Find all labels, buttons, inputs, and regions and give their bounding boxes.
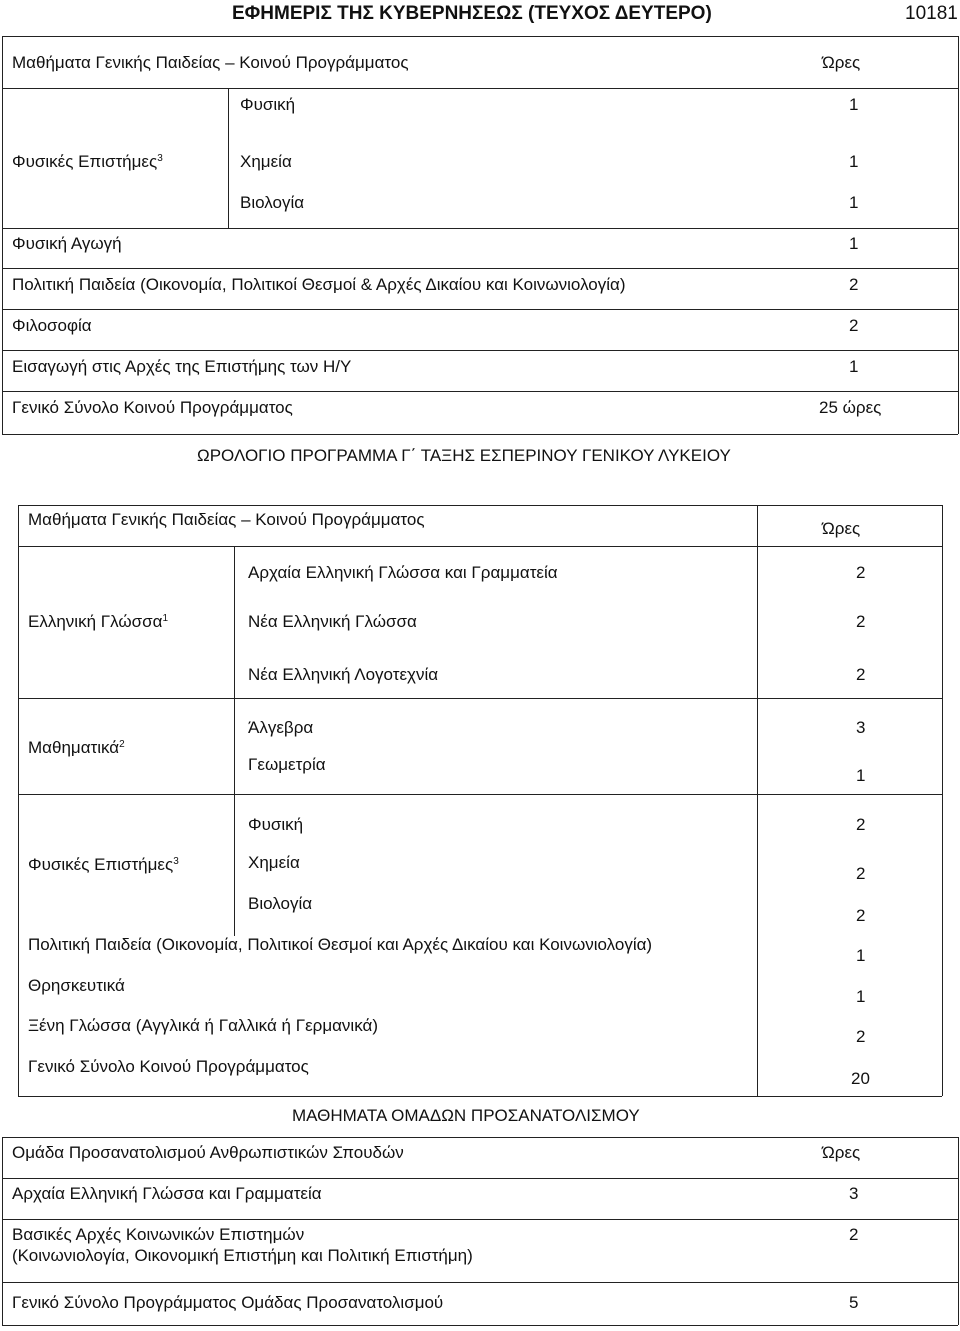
table2-sciences-label: Φυσικές Επιστήμες$^3$ xyxy=(28,855,179,874)
table1-header-hours: Ώρες xyxy=(822,53,861,72)
table2-math-label: Μαθηματικά$^2$ xyxy=(28,738,125,757)
table1-pe: Φυσική Αγωγή xyxy=(12,234,122,253)
table2-chemistry: Χημεία xyxy=(248,853,300,872)
table1-sciences-label: Φυσικές Επιστήμες$^3$ xyxy=(12,152,163,171)
page-header-title: ΕΦΗΜΕΡΙΣ ΤΗΣ ΚΥΒΕΡΝΗΣΕΩΣ (ΤΕΥΧΟΣ ΔΕΥΤΕΡΟ) xyxy=(232,3,712,24)
table2-biology: Βιολογία xyxy=(248,894,313,913)
table2-algebra-hours: 3 xyxy=(856,718,866,737)
table1-pe-hours: 1 xyxy=(849,234,859,253)
table2-ancient-greek-hours: 2 xyxy=(856,563,866,582)
table2-algebra: Άλγεβρα xyxy=(248,718,314,737)
table1-total: Γενικό Σύνολο Κοινού Προγράμματος xyxy=(12,398,293,417)
section2-title: ΩΡΟΛΟΓΙΟ ΠΡΟΓΡΑΜΜΑ Γ΄ ΤΑΞΗΣ ΕΣΠΕΡΙΝΟΥ ΓΕΝΙΚΟΥ ΛΥΚΕΙΟΥ xyxy=(197,446,731,465)
table3-header-subject: Ομάδα Προσανατολισμού Ανθρωπιστικών Σπουδών xyxy=(12,1143,404,1162)
table2-literature-hours: 2 xyxy=(856,665,866,684)
table2-civics: Πολιτική Παιδεία (Οικονομία, Πολιτικοί Θεσμοί και Αρχές Δικαίου και Κοινωνιολογία) xyxy=(28,935,653,954)
table2-header-hours: Ώρες xyxy=(822,519,861,538)
table1-philosophy-hours: 2 xyxy=(849,316,859,335)
table3-ancient-greek: Αρχαία Ελληνική Γλώσσα και Γραμματεία xyxy=(12,1184,322,1203)
table3-header-hours: Ώρες xyxy=(822,1143,861,1162)
table2-literature: Νέα Ελληνική Λογοτεχνία xyxy=(248,665,439,684)
table1-total-hours: 25 ώρες xyxy=(819,398,882,417)
section3-title: ΜΑΘΗΜΑΤΑ ΟΜΑΔΩΝ ΠΡΟΣΑΝΑΤΟΛΙΣΜΟΥ xyxy=(292,1106,640,1125)
table3-social-sciences-line1: Βασικές Αρχές Κοινωνικών Επιστημών xyxy=(12,1225,305,1244)
table2-total: Γενικό Σύνολο Κοινού Προγράμματος xyxy=(28,1057,309,1076)
table1-cs-hours: 1 xyxy=(849,357,859,376)
table1-physics-hours: 1 xyxy=(849,95,859,114)
table2-physics-hours: 2 xyxy=(856,815,866,834)
table2-civics-hours: 1 xyxy=(856,946,866,965)
table1-physics: Φυσική xyxy=(240,95,296,114)
table2-religion-hours: 1 xyxy=(856,987,866,1006)
table1-civics-hours: 2 xyxy=(849,275,859,294)
table1-chemistry: Χημεία xyxy=(240,152,292,171)
table3-total-hours: 5 xyxy=(849,1293,859,1312)
table2-modern-greek-hours: 2 xyxy=(856,612,866,631)
table2-ancient-greek: Αρχαία Ελληνική Γλώσσα και Γραμματεία xyxy=(248,563,558,582)
table2-total-hours: 20 xyxy=(851,1069,870,1088)
table1-biology-hours: 1 xyxy=(849,193,859,212)
table3-total: Γενικό Σύνολο Προγράμματος Ομάδας Προσανατολισμού xyxy=(12,1293,444,1312)
table1-philosophy: Φιλοσοφία xyxy=(12,316,92,335)
table2-geometry: Γεωμετρία xyxy=(248,755,326,774)
table3-social-sciences-line2: (Κοινωνιολογία, Οικονομική Επιστήμη και Πολιτική Επιστήμη) xyxy=(12,1246,473,1265)
table2-foreign-language-hours: 2 xyxy=(856,1027,866,1046)
table1-header-subject: Μαθήματα Γενικής Παιδείας – Κοινού Προγράμματος xyxy=(12,53,409,72)
table2-physics: Φυσική xyxy=(248,815,304,834)
table2-greek-label: Ελληνική Γλώσσα$^1$ xyxy=(28,612,169,631)
table2-biology-hours: 2 xyxy=(856,906,866,925)
table3-ancient-greek-hours: 3 xyxy=(849,1184,859,1203)
table2-modern-greek: Νέα Ελληνική Γλώσσα xyxy=(248,612,417,631)
table2-geometry-hours: 1 xyxy=(856,766,866,785)
table1-chemistry-hours: 1 xyxy=(849,152,859,171)
table2-chemistry-hours: 2 xyxy=(856,864,866,883)
table2-religion: Θρησκευτικά xyxy=(28,976,125,995)
table1-biology: Βιολογία xyxy=(240,193,305,212)
table2-foreign-language: Ξένη Γλώσσα (Αγγλικά ή Γαλλικά ή Γερμανικά) xyxy=(28,1016,378,1035)
page-number: 10181 xyxy=(905,3,958,24)
table1-cs: Εισαγωγή στις Αρχές της Επιστήμης των Η/Υ xyxy=(12,357,352,376)
table1-civics: Πολιτική Παιδεία (Οικονομία, Πολιτικοί Θεσμοί & Αρχές Δικαίου και Κοινωνιολογία) xyxy=(12,275,626,294)
table2-header-subject: Μαθήματα Γενικής Παιδείας – Κοινού Προγράμματος xyxy=(28,510,425,529)
table3-social-sciences-hours: 2 xyxy=(849,1225,859,1244)
